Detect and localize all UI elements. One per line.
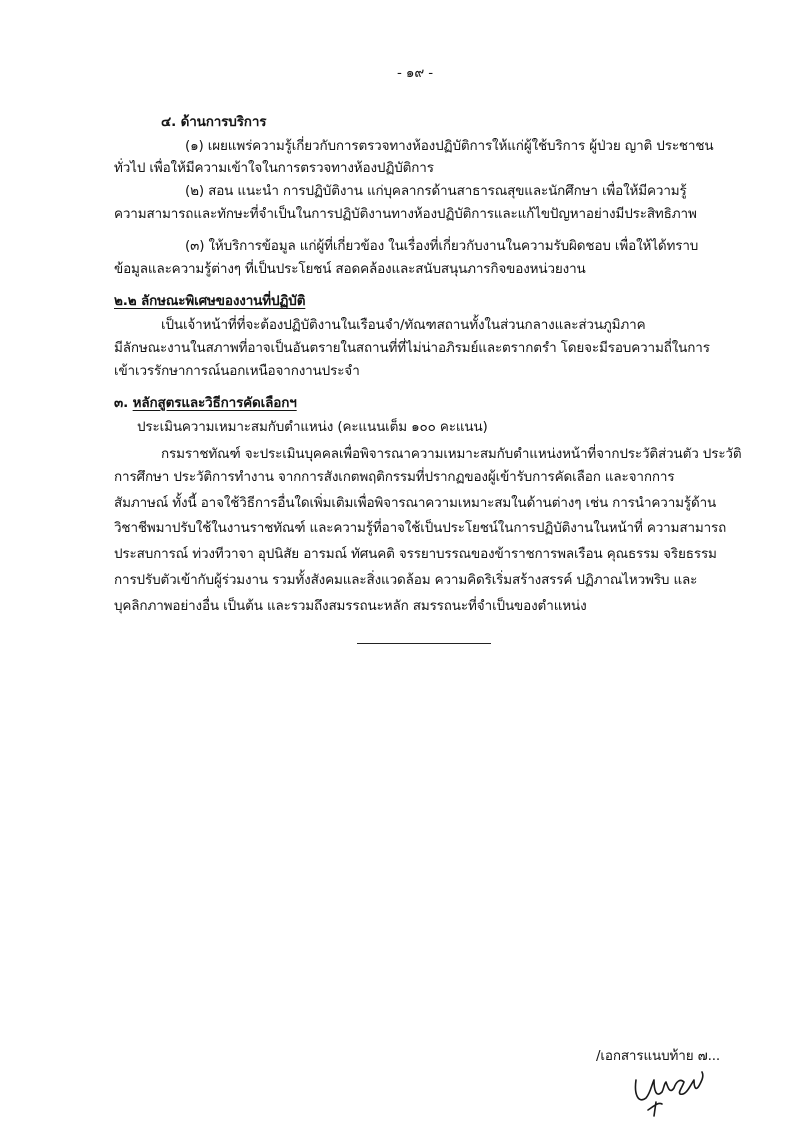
service-item-3-line-2: ข้อมูลและความรู้ต่างๆ ที่เป็นประโยชน์ สอดคล้องและสนับสนุนภารกิจของหน่วยงาน: [114, 261, 586, 277]
service-item-1-line-1: (๑) เผยแพร่ความรู้เกี่ยวกับการตรวจทางห้องปฏิบัติการให้แก่ผู้ใช้บริการ ผู้ป่วย ญาติ ประชาชน: [185, 138, 714, 154]
service-item-1-line-2: ทั่วไป เพื่อให้มีความเข้าใจในการตรวจทางห้องปฏิบัติการ: [114, 160, 434, 176]
selection-heading-text: หลักสูตรและวิธีการคัดเลือกฯ: [132, 395, 297, 411]
special-line-3: เข้าเวรรักษาการณ์นอกเหนือจากงานประจำ: [114, 363, 360, 379]
continuation-note: /เอกสารแนบท้าย ๗...: [596, 1048, 721, 1064]
selection-para-line-6: การปรับตัวเข้ากับผู้ร่วมงาน รวมทั้งสังคมและสิ่งแวดล้อม ความคิดริเริ่มสร้างสรรค์ ปฏิภาณไหวพริบ และ: [114, 572, 698, 588]
service-item-3-line-1: (๓) ให้บริการข้อมูล แก่ผู้ที่เกี่ยวข้อง ในเรื่องที่เกี่ยวกับงานในความรับผิดชอบ เพื่อให้ได้ทราบ: [185, 238, 699, 254]
selection-para-line-1: กรมราชทัณฑ์ จะประเมินบุคคลเพื่อพิจารณาความเหมาะสมกับตำแหน่งหน้าที่จากประวัติส่วนตัว ประวัติ: [161, 446, 742, 462]
service-item-2-line-1: (๒) สอน แนะนำ การปฏิบัติงาน แก่บุคลากรด้านสาธารณสุขและนักศึกษา เพื่อให้มีความรู้: [185, 183, 687, 199]
selection-para-line-3: สัมภาษณ์ ทั้งนี้ อาจใช้วิธีการอื่นใดเพิ่มเติมเพื่อพิจารณาความเหมาะสมในด้านต่างๆ เช่น การนำความรู้ด้าน: [114, 495, 717, 511]
special-characteristics-heading: ๒.๒ ลักษณะพิเศษของงานที่ปฏิบัติ: [114, 293, 306, 309]
selection-para-line-5: ประสบการณ์ ท่วงทีวาจา อุปนิสัย อารมณ์ ทัศนคติ จรรยาบรรณของข้าราชการพลเรือน คุณธรรม จริยธรรม: [114, 546, 717, 562]
signature-icon: [628, 1058, 708, 1122]
selection-para-line-4: วิชาชีพมาปรับใช้ในงานราชทัณฑ์ และความรู้ที่อาจใช้เป็นประโยชน์ในการปฏิบัติงานในหน้าที่ ความสามารถ: [114, 520, 727, 536]
service-item-2-line-2: ความสามารถและทักษะที่จำเป็นในการปฏิบัติงานทางห้องปฏิบัติการและแก้ไขปัญหาอย่างมีประสิทธิภาพ: [114, 206, 697, 222]
page-number: - ๑๙ -: [397, 65, 433, 81]
selection-heading: [114, 394, 297, 412]
selection-subheading: ประเมินความเหมาะสมกับตำแหน่ง (คะแนนเต็ม ๑๐๐ คะแนน): [137, 419, 488, 435]
special-line-1: เป็นเจ้าหน้าที่ที่จะต้องปฏิบัติงานในเรือนจำ/ทัณฑสถานทั้งในส่วนกลางและส่วนภูมิภาค: [161, 317, 646, 333]
section-end-rule: [357, 643, 491, 644]
handwritten-signature: [628, 1058, 708, 1122]
selection-heading-number: ๓.: [114, 395, 129, 411]
service-heading: ๔. ด้านการบริการ: [161, 114, 267, 130]
special-line-2: มีลักษณะงานในสภาพที่อาจเป็นอันตรายในสถานที่ที่ไม่น่าอภิรมย์และตรากตรำ โดยจะมีรอบความถี่ในการ: [114, 340, 710, 356]
selection-para-line-2: การศึกษา ประวัติการทำงาน จากการสังเกตพฤติกรรมที่ปรากฏของผู้เข้ารับการคัดเลือก และจากการ: [114, 469, 675, 485]
selection-para-line-7: บุคลิกภาพอย่างอื่น เป็นต้น และรวมถึงสมรรถนะหลัก สมรรถนะที่จำเป็นของตำแหน่ง: [114, 598, 587, 614]
